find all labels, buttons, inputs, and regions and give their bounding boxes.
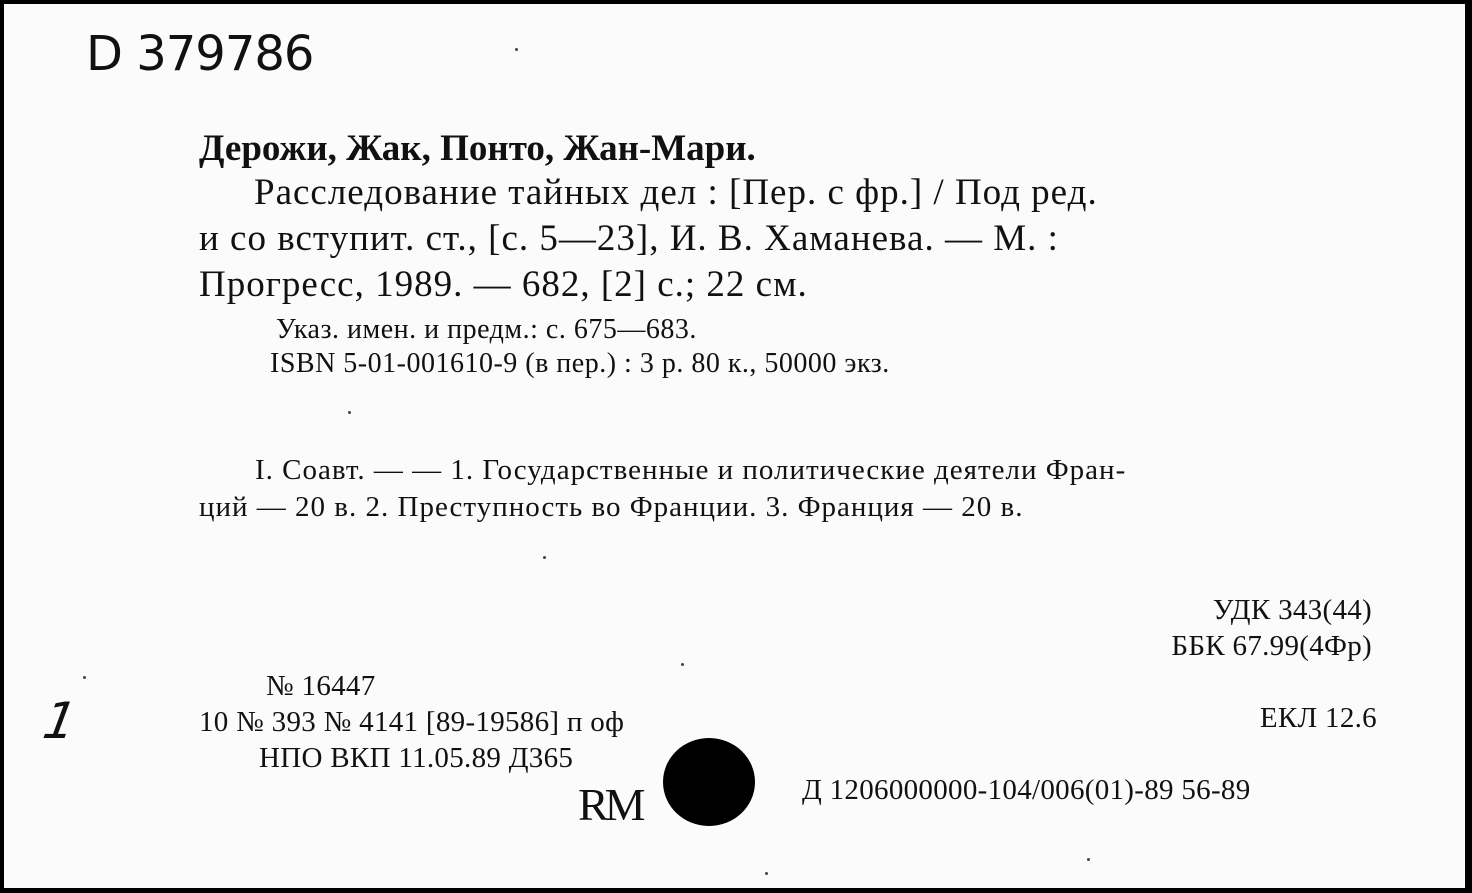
handwritten-mark: 1 <box>38 692 81 750</box>
call-number: D 379786 <box>86 26 314 82</box>
author-heading: Дерожи, Жак, Понто, Жан-Мари. <box>199 128 756 169</box>
dust-speck <box>543 556 546 559</box>
ekl-code: ЕКЛ 12.6 <box>1259 702 1377 734</box>
subject-line-2: ций — 20 в. 2. Преступность во Франции. 3. Франция — 20 в. <box>199 491 1024 523</box>
dust-speck <box>348 411 351 414</box>
dust-speck <box>83 676 86 679</box>
index-note: Указ. имен. и предм.: с. 675—683. <box>276 314 697 345</box>
udk-code: УДК 343(44) <box>1212 594 1372 626</box>
order-number: № 16447 <box>266 670 376 702</box>
dust-speck <box>681 663 684 666</box>
punch-hole <box>663 738 755 826</box>
subject-line-1: I. Соавт. — — 1. Государственные и политические деятели Фран- <box>255 454 1127 486</box>
isbn-note: ISBN 5-01-001610-9 (в пер.) : 3 р. 80 к., 50000 экз. <box>270 348 890 379</box>
rm-mark: RM <box>578 779 642 830</box>
title-line-1: Расследование тайных дел : [Пер. с фр.] / Под ред. <box>254 172 1098 213</box>
title-line-3: Прогресс, 1989. — 682, [2] с.; 22 см. <box>199 264 808 305</box>
bbk-code: ББК 67.99(4Фр) <box>1171 630 1372 662</box>
index-code: Д 1206000000-104/006(01)-89 56-89 <box>802 774 1251 806</box>
dust-speck <box>1087 858 1090 861</box>
dust-speck <box>515 48 518 51</box>
print-line: 10 № 393 № 4141 [89-19586] п оф <box>199 706 625 738</box>
npo-line: НПО ВКП 11.05.89 Д365 <box>259 742 574 774</box>
title-line-2: и со вступит. ст., [с. 5—23], И. В. Хаманева. — М. : <box>199 218 1059 259</box>
dust-speck <box>765 872 768 875</box>
